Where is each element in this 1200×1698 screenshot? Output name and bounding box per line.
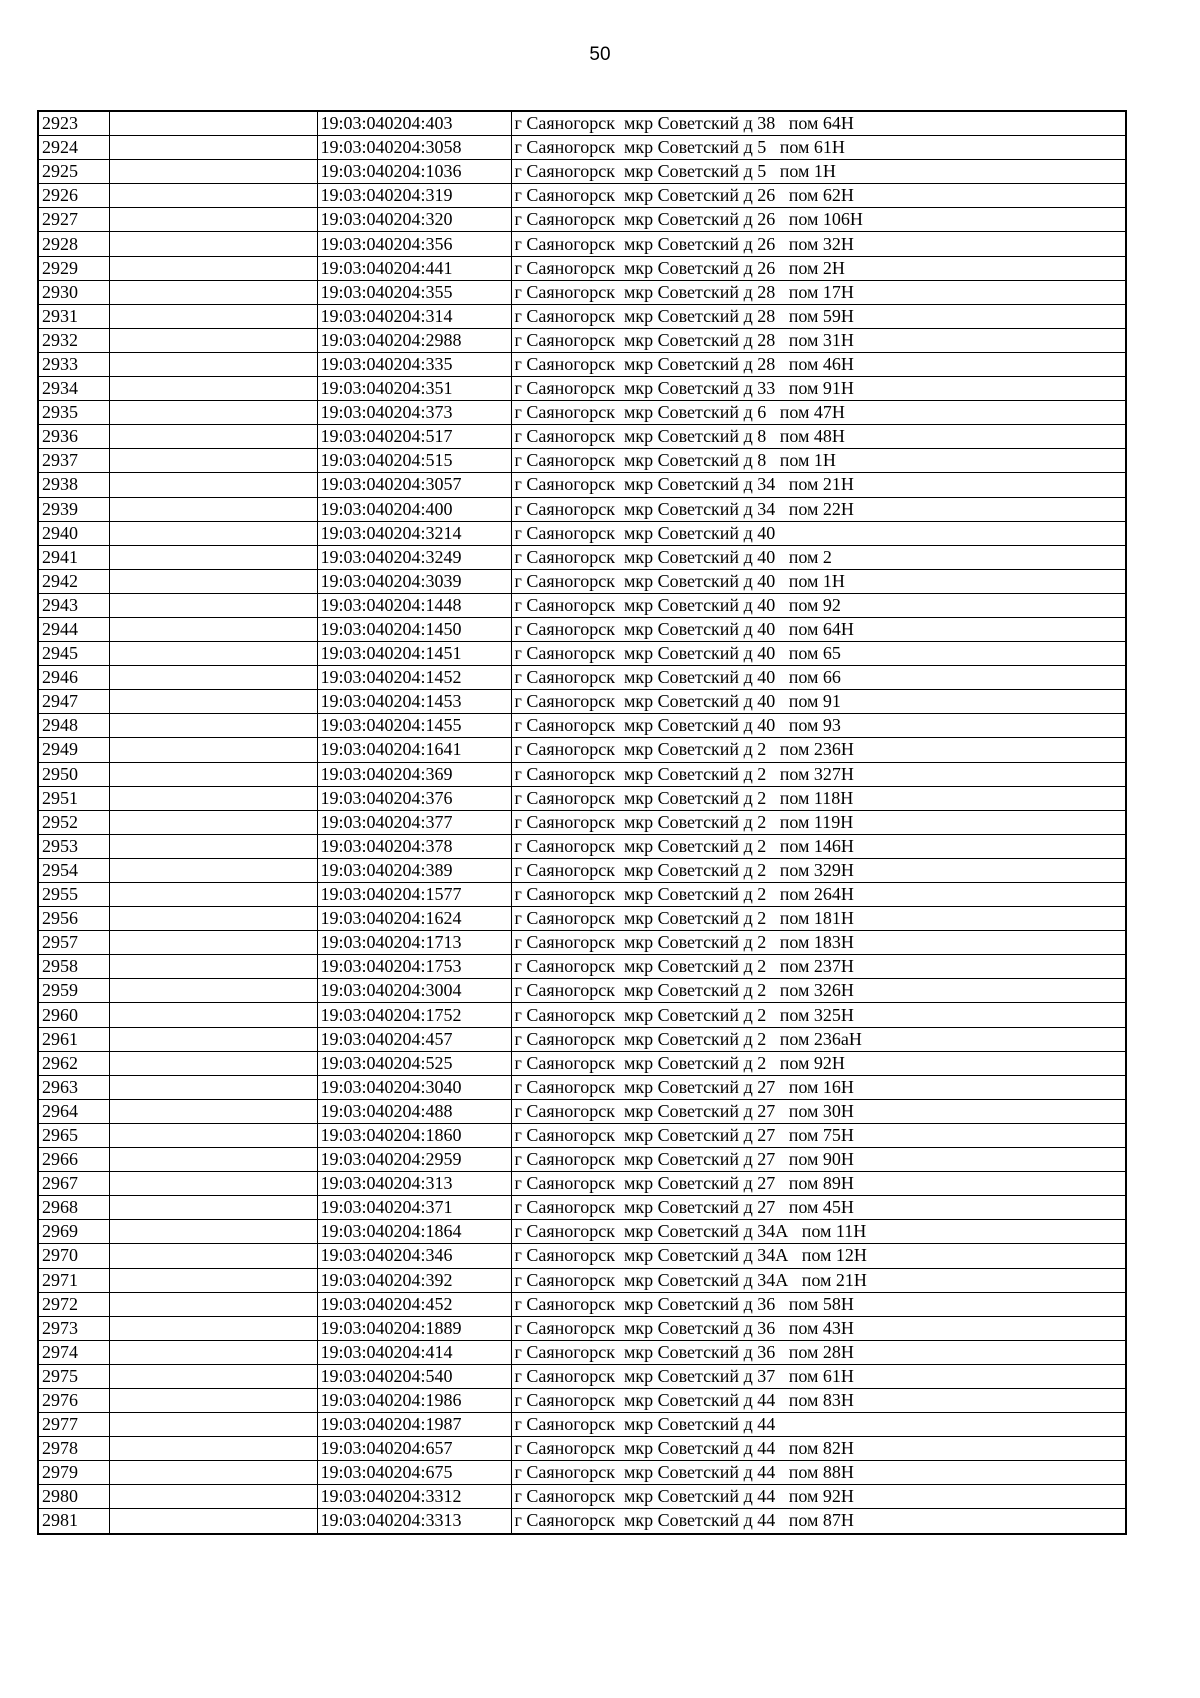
row-number-cell: 2977 bbox=[38, 1413, 109, 1437]
address-cell: г Саяногорск мкр Советский д 27 пом 89Н bbox=[511, 1172, 1126, 1196]
table-row bbox=[38, 810, 1126, 834]
empty-cell bbox=[109, 497, 317, 521]
address-cell: г Саяногорск мкр Советский д 40 пом 91 bbox=[511, 690, 1126, 714]
table-row bbox=[38, 352, 1126, 376]
cadastral-number-cell: 19:03:040204:320 bbox=[317, 208, 511, 232]
empty-cell bbox=[109, 1196, 317, 1220]
row-number-cell: 2924 bbox=[38, 136, 109, 160]
empty-cell bbox=[109, 1075, 317, 1099]
cadastral-number-cell: 19:03:040204:2959 bbox=[317, 1148, 511, 1172]
row-number-cell: 2925 bbox=[38, 160, 109, 184]
table-row bbox=[38, 666, 1126, 690]
empty-cell bbox=[109, 1292, 317, 1316]
address-cell: г Саяногорск мкр Советский д 40 пом 93 bbox=[511, 714, 1126, 738]
cadastral-number-cell: 19:03:040204:392 bbox=[317, 1268, 511, 1292]
cadastral-number-cell: 19:03:040204:351 bbox=[317, 377, 511, 401]
table-row bbox=[38, 1123, 1126, 1147]
cadastral-number-cell: 19:03:040204:3057 bbox=[317, 473, 511, 497]
row-number-cell: 2976 bbox=[38, 1388, 109, 1412]
empty-cell bbox=[109, 1003, 317, 1027]
cadastral-number-cell: 19:03:040204:488 bbox=[317, 1099, 511, 1123]
row-number-cell: 2950 bbox=[38, 762, 109, 786]
table-row bbox=[38, 593, 1126, 617]
table-row bbox=[38, 1461, 1126, 1485]
address-cell: г Саяногорск мкр Советский д 44 пом 87Н bbox=[511, 1509, 1126, 1534]
table-row bbox=[38, 1509, 1126, 1534]
address-cell: г Саяногорск мкр Советский д 2 пом 236аН bbox=[511, 1027, 1126, 1051]
address-cell: г Саяногорск мкр Советский д 5 пом 1Н bbox=[511, 160, 1126, 184]
cadastral-number-cell: 19:03:040204:3040 bbox=[317, 1075, 511, 1099]
empty-cell bbox=[109, 280, 317, 304]
table-row bbox=[38, 1220, 1126, 1244]
address-cell: г Саяногорск мкр Советский д 28 пом 31Н bbox=[511, 328, 1126, 352]
address-cell: г Саяногорск мкр Советский д 34 пом 22Н bbox=[511, 497, 1126, 521]
empty-cell bbox=[109, 834, 317, 858]
table-row bbox=[38, 1388, 1126, 1412]
row-number-cell: 2972 bbox=[38, 1292, 109, 1316]
cadastral-number-cell: 19:03:040204:457 bbox=[317, 1027, 511, 1051]
table-row bbox=[38, 232, 1126, 256]
empty-cell bbox=[109, 1148, 317, 1172]
empty-cell bbox=[109, 1123, 317, 1147]
cadastral-number-cell: 19:03:040204:3214 bbox=[317, 521, 511, 545]
address-cell: г Саяногорск мкр Советский д 27 пом 90Н bbox=[511, 1148, 1126, 1172]
empty-cell bbox=[109, 1413, 317, 1437]
cadastral-number-cell: 19:03:040204:441 bbox=[317, 256, 511, 280]
cadastral-number-cell: 19:03:040204:371 bbox=[317, 1196, 511, 1220]
table-row bbox=[38, 569, 1126, 593]
empty-cell bbox=[109, 232, 317, 256]
empty-cell bbox=[109, 810, 317, 834]
table-row bbox=[38, 545, 1126, 569]
cadastral-number-cell: 19:03:040204:540 bbox=[317, 1364, 511, 1388]
row-number-cell: 2932 bbox=[38, 328, 109, 352]
row-number-cell: 2968 bbox=[38, 1196, 109, 1220]
empty-cell bbox=[109, 569, 317, 593]
row-number-cell: 2939 bbox=[38, 497, 109, 521]
table-row bbox=[38, 497, 1126, 521]
table-row bbox=[38, 762, 1126, 786]
address-cell: г Саяногорск мкр Советский д 2 пом 146Н bbox=[511, 834, 1126, 858]
cadastral-number-cell: 19:03:040204:378 bbox=[317, 834, 511, 858]
address-cell: г Саяногорск мкр Советский д 2 пом 264Н bbox=[511, 883, 1126, 907]
empty-cell bbox=[109, 352, 317, 376]
table-row bbox=[38, 1051, 1126, 1075]
table-row bbox=[38, 1413, 1126, 1437]
cadastral-number-cell: 19:03:040204:1752 bbox=[317, 1003, 511, 1027]
empty-cell bbox=[109, 1051, 317, 1075]
table-row bbox=[38, 931, 1126, 955]
row-number-cell: 2963 bbox=[38, 1075, 109, 1099]
address-cell: г Саяногорск мкр Советский д 2 пом 326Н bbox=[511, 979, 1126, 1003]
cadastral-number-cell: 19:03:040204:1889 bbox=[317, 1316, 511, 1340]
row-number-cell: 2959 bbox=[38, 979, 109, 1003]
table-row bbox=[38, 1437, 1126, 1461]
table-row bbox=[38, 377, 1126, 401]
address-cell: г Саяногорск мкр Советский д 33 пом 91Н bbox=[511, 377, 1126, 401]
address-cell: г Саяногорск мкр Советский д 44 пом 88Н bbox=[511, 1461, 1126, 1485]
empty-cell bbox=[109, 1461, 317, 1485]
table-row bbox=[38, 1148, 1126, 1172]
empty-cell bbox=[109, 883, 317, 907]
address-cell: г Саяногорск мкр Советский д 27 пом 16Н bbox=[511, 1075, 1126, 1099]
row-number-cell: 2962 bbox=[38, 1051, 109, 1075]
table-row bbox=[38, 256, 1126, 280]
address-cell: г Саяногорск мкр Советский д 26 пом 106Н bbox=[511, 208, 1126, 232]
table-row bbox=[38, 1244, 1126, 1268]
table-row bbox=[38, 714, 1126, 738]
cadastral-number-cell: 19:03:040204:675 bbox=[317, 1461, 511, 1485]
cadastral-number-cell: 19:03:040204:1451 bbox=[317, 642, 511, 666]
table-row bbox=[38, 1099, 1126, 1123]
empty-cell bbox=[109, 521, 317, 545]
address-cell: г Саяногорск мкр Советский д 40 пом 66 bbox=[511, 666, 1126, 690]
row-number-cell: 2937 bbox=[38, 449, 109, 473]
cadastral-number-cell: 19:03:040204:314 bbox=[317, 304, 511, 328]
cadastral-number-cell: 19:03:040204:377 bbox=[317, 810, 511, 834]
empty-cell bbox=[109, 545, 317, 569]
table-row bbox=[38, 1292, 1126, 1316]
address-cell: г Саяногорск мкр Советский д 34А пом 11Н bbox=[511, 1220, 1126, 1244]
row-number-cell: 2955 bbox=[38, 883, 109, 907]
empty-cell bbox=[109, 1437, 317, 1461]
table-row bbox=[38, 1485, 1126, 1509]
table-row bbox=[38, 1003, 1126, 1027]
empty-cell bbox=[109, 1220, 317, 1244]
empty-cell bbox=[109, 160, 317, 184]
table-row bbox=[38, 208, 1126, 232]
table-row bbox=[38, 449, 1126, 473]
row-number-cell: 2947 bbox=[38, 690, 109, 714]
row-number-cell: 2961 bbox=[38, 1027, 109, 1051]
cadastral-number-cell: 19:03:040204:1036 bbox=[317, 160, 511, 184]
row-number-cell: 2981 bbox=[38, 1509, 109, 1534]
row-number-cell: 2945 bbox=[38, 642, 109, 666]
cadastral-number-cell: 19:03:040204:3249 bbox=[317, 545, 511, 569]
table-row bbox=[38, 786, 1126, 810]
cadastral-number-cell: 19:03:040204:400 bbox=[317, 497, 511, 521]
table-row bbox=[38, 184, 1126, 208]
empty-cell bbox=[109, 1268, 317, 1292]
row-number-cell: 2933 bbox=[38, 352, 109, 376]
registry-body bbox=[38, 111, 1126, 1534]
address-cell: г Саяногорск мкр Советский д 36 пом 28Н bbox=[511, 1340, 1126, 1364]
row-number-cell: 2970 bbox=[38, 1244, 109, 1268]
cadastral-number-cell: 19:03:040204:2988 bbox=[317, 328, 511, 352]
empty-cell bbox=[109, 1172, 317, 1196]
cadastral-number-cell: 19:03:040204:319 bbox=[317, 184, 511, 208]
address-cell: г Саяногорск мкр Советский д 2 пом 237Н bbox=[511, 955, 1126, 979]
address-cell: г Саяногорск мкр Советский д 2 пом 118Н bbox=[511, 786, 1126, 810]
address-cell: г Саяногорск мкр Советский д 44 bbox=[511, 1413, 1126, 1437]
address-cell: г Саяногорск мкр Советский д 37 пом 61Н bbox=[511, 1364, 1126, 1388]
address-cell: г Саяногорск мкр Советский д 2 пом 119Н bbox=[511, 810, 1126, 834]
empty-cell bbox=[109, 256, 317, 280]
row-number-cell: 2954 bbox=[38, 858, 109, 882]
row-number-cell: 2973 bbox=[38, 1316, 109, 1340]
row-number-cell: 2931 bbox=[38, 304, 109, 328]
address-cell: г Саяногорск мкр Советский д 34 пом 21Н bbox=[511, 473, 1126, 497]
cadastral-number-cell: 19:03:040204:515 bbox=[317, 449, 511, 473]
empty-cell bbox=[109, 1509, 317, 1534]
cadastral-number-cell: 19:03:040204:373 bbox=[317, 401, 511, 425]
cadastral-number-cell: 19:03:040204:657 bbox=[317, 1437, 511, 1461]
cadastral-number-cell: 19:03:040204:3058 bbox=[317, 136, 511, 160]
row-number-cell: 2960 bbox=[38, 1003, 109, 1027]
address-cell: г Саяногорск мкр Советский д 27 пом 45Н bbox=[511, 1196, 1126, 1220]
address-cell: г Саяногорск мкр Советский д 6 пом 47Н bbox=[511, 401, 1126, 425]
address-cell: г Саяногорск мкр Советский д 2 пом 236Н bbox=[511, 738, 1126, 762]
table-row bbox=[38, 617, 1126, 641]
row-number-cell: 2936 bbox=[38, 425, 109, 449]
row-number-cell: 2946 bbox=[38, 666, 109, 690]
table-row bbox=[38, 1172, 1126, 1196]
address-cell: г Саяногорск мкр Советский д 28 пом 17Н bbox=[511, 280, 1126, 304]
row-number-cell: 2969 bbox=[38, 1220, 109, 1244]
row-number-cell: 2948 bbox=[38, 714, 109, 738]
address-cell: г Саяногорск мкр Советский д 27 пом 75Н bbox=[511, 1123, 1126, 1147]
table-row bbox=[38, 521, 1126, 545]
empty-cell bbox=[109, 473, 317, 497]
cadastral-number-cell: 19:03:040204:355 bbox=[317, 280, 511, 304]
table-row bbox=[38, 1196, 1126, 1220]
empty-cell bbox=[109, 1388, 317, 1412]
address-cell: г Саяногорск мкр Советский д 27 пом 30Н bbox=[511, 1099, 1126, 1123]
cadastral-number-cell: 19:03:040204:1624 bbox=[317, 907, 511, 931]
table-row bbox=[38, 473, 1126, 497]
empty-cell bbox=[109, 714, 317, 738]
row-number-cell: 2938 bbox=[38, 473, 109, 497]
empty-cell bbox=[109, 690, 317, 714]
empty-cell bbox=[109, 907, 317, 931]
empty-cell bbox=[109, 738, 317, 762]
address-cell: г Саяногорск мкр Советский д 40 пом 1Н bbox=[511, 569, 1126, 593]
row-number-cell: 2923 bbox=[38, 111, 109, 136]
row-number-cell: 2956 bbox=[38, 907, 109, 931]
cadastral-number-cell: 19:03:040204:3004 bbox=[317, 979, 511, 1003]
address-cell: г Саяногорск мкр Советский д 2 пом 183Н bbox=[511, 931, 1126, 955]
table-row bbox=[38, 401, 1126, 425]
cadastral-number-cell: 19:03:040204:1641 bbox=[317, 738, 511, 762]
table-row bbox=[38, 280, 1126, 304]
row-number-cell: 2966 bbox=[38, 1148, 109, 1172]
address-cell: г Саяногорск мкр Советский д 28 пом 59Н bbox=[511, 304, 1126, 328]
table-row bbox=[38, 425, 1126, 449]
address-cell: г Саяногорск мкр Советский д 34А пом 12Н bbox=[511, 1244, 1126, 1268]
row-number-cell: 2979 bbox=[38, 1461, 109, 1485]
table-row bbox=[38, 136, 1126, 160]
cadastral-number-cell: 19:03:040204:356 bbox=[317, 232, 511, 256]
empty-cell bbox=[109, 401, 317, 425]
cadastral-number-cell: 19:03:040204:3312 bbox=[317, 1485, 511, 1509]
row-number-cell: 2952 bbox=[38, 810, 109, 834]
empty-cell bbox=[109, 304, 317, 328]
row-number-cell: 2928 bbox=[38, 232, 109, 256]
cadastral-number-cell: 19:03:040204:1450 bbox=[317, 617, 511, 641]
cadastral-number-cell: 19:03:040204:1453 bbox=[317, 690, 511, 714]
address-cell: г Саяногорск мкр Советский д 40 bbox=[511, 521, 1126, 545]
empty-cell bbox=[109, 449, 317, 473]
cadastral-number-cell: 19:03:040204:1577 bbox=[317, 883, 511, 907]
empty-cell bbox=[109, 377, 317, 401]
empty-cell bbox=[109, 979, 317, 1003]
address-cell: г Саяногорск мкр Советский д 2 пом 92Н bbox=[511, 1051, 1126, 1075]
row-number-cell: 2941 bbox=[38, 545, 109, 569]
cadastral-number-cell: 19:03:040204:414 bbox=[317, 1340, 511, 1364]
page-number: 50 bbox=[589, 44, 611, 65]
row-number-cell: 2935 bbox=[38, 401, 109, 425]
empty-cell bbox=[109, 1340, 317, 1364]
row-number-cell: 2953 bbox=[38, 834, 109, 858]
table-row bbox=[38, 955, 1126, 979]
empty-cell bbox=[109, 642, 317, 666]
address-cell: г Саяногорск мкр Советский д 44 пом 82Н bbox=[511, 1437, 1126, 1461]
row-number-cell: 2971 bbox=[38, 1268, 109, 1292]
empty-cell bbox=[109, 1364, 317, 1388]
cadastral-number-cell: 19:03:040204:376 bbox=[317, 786, 511, 810]
empty-cell bbox=[109, 1244, 317, 1268]
row-number-cell: 2926 bbox=[38, 184, 109, 208]
table-row bbox=[38, 834, 1126, 858]
cadastral-number-cell: 19:03:040204:335 bbox=[317, 352, 511, 376]
address-cell: г Саяногорск мкр Советский д 8 пом 48Н bbox=[511, 425, 1126, 449]
address-cell: г Саяногорск мкр Советский д 26 пом 2Н bbox=[511, 256, 1126, 280]
cadastral-number-cell: 19:03:040204:403 bbox=[317, 111, 511, 136]
empty-cell bbox=[109, 425, 317, 449]
row-number-cell: 2929 bbox=[38, 256, 109, 280]
table-row bbox=[38, 1075, 1126, 1099]
table-row bbox=[38, 738, 1126, 762]
address-cell: г Саяногорск мкр Советский д 36 пом 43Н bbox=[511, 1316, 1126, 1340]
address-cell: г Саяногорск мкр Советский д 40 пом 2 bbox=[511, 545, 1126, 569]
table-row bbox=[38, 1340, 1126, 1364]
address-cell: г Саяногорск мкр Советский д 2 пом 181Н bbox=[511, 907, 1126, 931]
address-cell: г Саяногорск мкр Советский д 26 пом 32Н bbox=[511, 232, 1126, 256]
address-cell: г Саяногорск мкр Советский д 26 пом 62Н bbox=[511, 184, 1126, 208]
empty-cell bbox=[109, 208, 317, 232]
address-cell: г Саяногорск мкр Советский д 2 пом 329Н bbox=[511, 858, 1126, 882]
table-row bbox=[38, 328, 1126, 352]
table-row bbox=[38, 111, 1126, 136]
row-number-cell: 2951 bbox=[38, 786, 109, 810]
cadastral-number-cell: 19:03:040204:313 bbox=[317, 1172, 511, 1196]
table-row bbox=[38, 858, 1126, 882]
address-cell: г Саяногорск мкр Советский д 38 пом 64Н bbox=[511, 111, 1126, 136]
table-row bbox=[38, 690, 1126, 714]
property-registry-table bbox=[37, 110, 1127, 1535]
cadastral-number-cell: 19:03:040204:452 bbox=[317, 1292, 511, 1316]
table-row bbox=[38, 979, 1126, 1003]
empty-cell bbox=[109, 184, 317, 208]
table-row bbox=[38, 304, 1126, 328]
row-number-cell: 2967 bbox=[38, 1172, 109, 1196]
table-row bbox=[38, 1316, 1126, 1340]
cadastral-number-cell: 19:03:040204:1860 bbox=[317, 1123, 511, 1147]
cadastral-number-cell: 19:03:040204:1455 bbox=[317, 714, 511, 738]
empty-cell bbox=[109, 111, 317, 136]
empty-cell bbox=[109, 593, 317, 617]
table-row bbox=[38, 1268, 1126, 1292]
cadastral-number-cell: 19:03:040204:1986 bbox=[317, 1388, 511, 1412]
address-cell: г Саяногорск мкр Советский д 8 пом 1Н bbox=[511, 449, 1126, 473]
address-cell: г Саяногорск мкр Советский д 5 пом 61Н bbox=[511, 136, 1126, 160]
address-cell: г Саяногорск мкр Советский д 40 пом 92 bbox=[511, 593, 1126, 617]
table-row bbox=[38, 883, 1126, 907]
table-row bbox=[38, 1364, 1126, 1388]
cadastral-number-cell: 19:03:040204:525 bbox=[317, 1051, 511, 1075]
row-number-cell: 2927 bbox=[38, 208, 109, 232]
cadastral-number-cell: 19:03:040204:1864 bbox=[317, 1220, 511, 1244]
empty-cell bbox=[109, 136, 317, 160]
empty-cell bbox=[109, 955, 317, 979]
empty-cell bbox=[109, 666, 317, 690]
table-row bbox=[38, 1027, 1126, 1051]
cadastral-number-cell: 19:03:040204:1753 bbox=[317, 955, 511, 979]
address-cell: г Саяногорск мкр Советский д 36 пом 58Н bbox=[511, 1292, 1126, 1316]
empty-cell bbox=[109, 328, 317, 352]
cadastral-number-cell: 19:03:040204:389 bbox=[317, 858, 511, 882]
empty-cell bbox=[109, 1099, 317, 1123]
row-number-cell: 2964 bbox=[38, 1099, 109, 1123]
row-number-cell: 2975 bbox=[38, 1364, 109, 1388]
cadastral-number-cell: 19:03:040204:1713 bbox=[317, 931, 511, 955]
empty-cell bbox=[109, 1027, 317, 1051]
row-number-cell: 2965 bbox=[38, 1123, 109, 1147]
empty-cell bbox=[109, 786, 317, 810]
address-cell: г Саяногорск мкр Советский д 40 пом 65 bbox=[511, 642, 1126, 666]
address-cell: г Саяногорск мкр Советский д 34А пом 21Н bbox=[511, 1268, 1126, 1292]
row-number-cell: 2957 bbox=[38, 931, 109, 955]
cadastral-number-cell: 19:03:040204:3039 bbox=[317, 569, 511, 593]
table-row bbox=[38, 160, 1126, 184]
empty-cell bbox=[109, 1485, 317, 1509]
row-number-cell: 2978 bbox=[38, 1437, 109, 1461]
address-cell: г Саяногорск мкр Советский д 44 пом 92Н bbox=[511, 1485, 1126, 1509]
table-row bbox=[38, 642, 1126, 666]
empty-cell bbox=[109, 931, 317, 955]
row-number-cell: 2942 bbox=[38, 569, 109, 593]
empty-cell bbox=[109, 617, 317, 641]
cadastral-number-cell: 19:03:040204:517 bbox=[317, 425, 511, 449]
empty-cell bbox=[109, 762, 317, 786]
row-number-cell: 2949 bbox=[38, 738, 109, 762]
row-number-cell: 2980 bbox=[38, 1485, 109, 1509]
cadastral-number-cell: 19:03:040204:346 bbox=[317, 1244, 511, 1268]
row-number-cell: 2930 bbox=[38, 280, 109, 304]
empty-cell bbox=[109, 858, 317, 882]
row-number-cell: 2940 bbox=[38, 521, 109, 545]
address-cell: г Саяногорск мкр Советский д 2 пом 325Н bbox=[511, 1003, 1126, 1027]
address-cell: г Саяногорск мкр Советский д 2 пом 327Н bbox=[511, 762, 1126, 786]
cadastral-number-cell: 19:03:040204:1987 bbox=[317, 1413, 511, 1437]
cadastral-number-cell: 19:03:040204:369 bbox=[317, 762, 511, 786]
cadastral-number-cell: 19:03:040204:1452 bbox=[317, 666, 511, 690]
row-number-cell: 2944 bbox=[38, 617, 109, 641]
address-cell: г Саяногорск мкр Советский д 28 пом 46Н bbox=[511, 352, 1126, 376]
empty-cell bbox=[109, 1316, 317, 1340]
row-number-cell: 2943 bbox=[38, 593, 109, 617]
row-number-cell: 2974 bbox=[38, 1340, 109, 1364]
address-cell: г Саяногорск мкр Советский д 44 пом 83Н bbox=[511, 1388, 1126, 1412]
row-number-cell: 2958 bbox=[38, 955, 109, 979]
row-number-cell: 2934 bbox=[38, 377, 109, 401]
address-cell: г Саяногорск мкр Советский д 40 пом 64Н bbox=[511, 617, 1126, 641]
cadastral-number-cell: 19:03:040204:1448 bbox=[317, 593, 511, 617]
table-row bbox=[38, 907, 1126, 931]
cadastral-number-cell: 19:03:040204:3313 bbox=[317, 1509, 511, 1534]
